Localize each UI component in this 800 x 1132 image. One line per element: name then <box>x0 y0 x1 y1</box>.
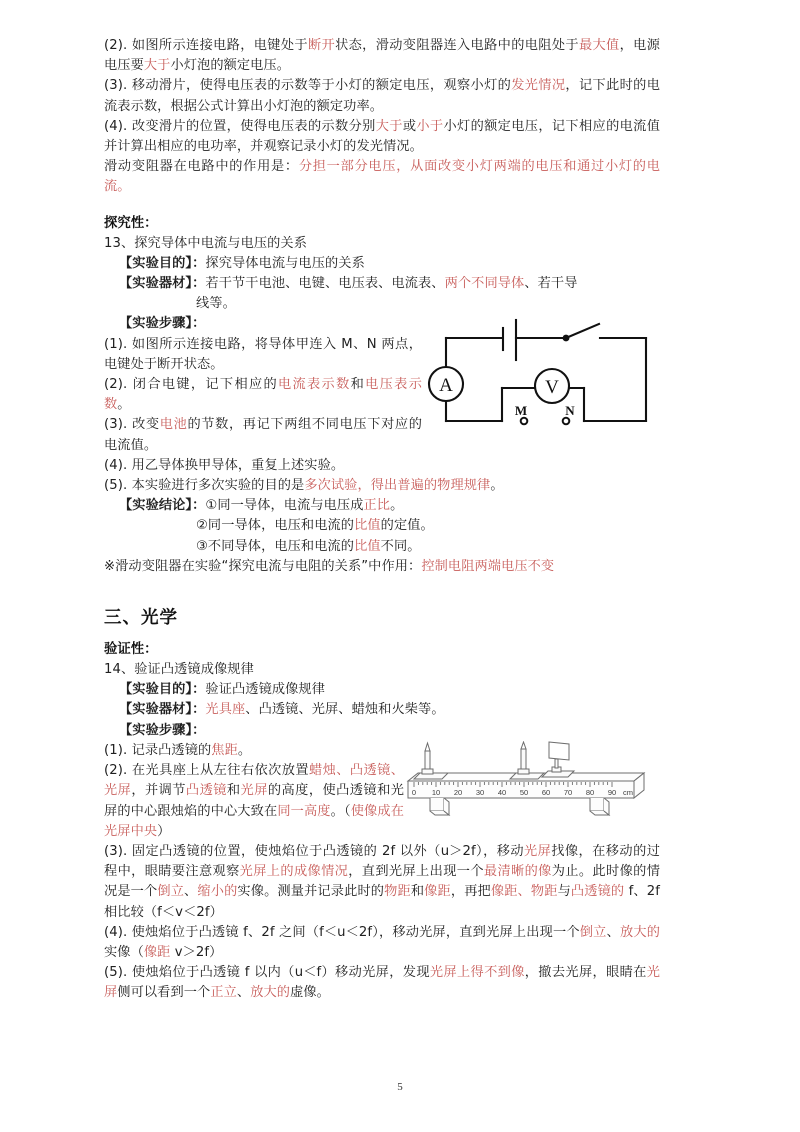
inquiry-step2 <box>104 375 422 415</box>
text-step3-prefix: (3). 移动滑片，使得电压表的示数等于小灯的额定电压，观察小灯的 <box>104 78 512 94</box>
text-o-step2-prefix: (2). 在光具座上从左往右依次放置 <box>104 763 309 779</box>
text-apparatus-red: 两个不同导体 <box>444 276 525 292</box>
text-o-step5-red4: 放大的 <box>250 985 291 1001</box>
text-optics-apparatus-red: 光具座 <box>205 702 246 718</box>
optics-steps-label: 【实验步骤】： <box>119 722 206 738</box>
text-step4-mid1: 或 <box>402 118 417 134</box>
inquiry-step4: (4). 用乙导体换甲导体，重复上述实验。 <box>104 457 345 473</box>
text-o-step3-red5: 缩小的 <box>197 884 238 900</box>
circuit-diagram <box>424 316 662 434</box>
text-o-step3-mid3: 为止。此时像的情况是一个 <box>104 864 660 900</box>
label-optics-purpose: 【实验目的】： <box>119 682 206 698</box>
text-i-step2-mid1: 和 <box>350 377 366 393</box>
spacer <box>104 198 660 211</box>
text-i-step2-tail: 。 <box>117 397 131 413</box>
text-o-step5-red2: 光屏 <box>104 965 660 1001</box>
text-purpose: 探究导体电流与电压的关系 <box>205 255 365 271</box>
text-rheostat-prefix: 滑动变阻器在电路中的作用是： <box>104 159 299 175</box>
light-screen-assembly-icon <box>542 742 574 777</box>
text-step2-red1: 断开 <box>307 38 336 53</box>
text-step2-mid1: 状态，滑动变阻器连入电路中的电阻处于 <box>335 38 579 53</box>
circuit-figure-wrap <box>104 314 660 455</box>
text-c1-tail: 。 <box>390 498 404 514</box>
text-o-step3-mid7: ，再把 <box>450 884 491 900</box>
ruler-tick-10: 10 <box>431 787 441 797</box>
text-step2-red2: 最大值 <box>578 38 620 53</box>
text-optics-apparatus: 、凸透镜、光屏、蜡烛和火柴等。 <box>245 702 445 718</box>
ruler-tick-50: 50 <box>519 787 529 797</box>
text-i-step2-prefix: (2). 闭合电键，记下相应的 <box>104 377 278 393</box>
inquiry-apparatus <box>104 274 660 294</box>
inquiry-apparatus-cont: 线等。 <box>196 296 236 312</box>
text-o-step4-red2: 放大的 <box>619 924 660 940</box>
optics-step5 <box>104 963 660 1003</box>
text-o-step5-prefix: (5). 使烛焰位于凸透镜 f 以内（u＜f）移动光屏，发现 <box>104 965 430 981</box>
optical-bench-diagram <box>402 741 646 819</box>
text-o-step3-mid4: 、 <box>184 884 198 900</box>
text-o-step5-mid4: 虚像。 <box>290 985 330 1001</box>
label-optics-apparatus: 【实验器材】： <box>119 702 206 718</box>
optical-bench-svg <box>402 741 646 819</box>
bench-figure-wrap <box>104 741 660 842</box>
text-o-step3-tail: f、2f 相比较（f＜v＜2f） <box>104 884 665 920</box>
text-o-step3-mid2: ，直到光屏上出现一个 <box>348 864 484 880</box>
ruler-tick-0: 0 <box>411 787 417 797</box>
text-o-step3-prefix: (3). 固定凸透镜的位置，使烛焰位于凸透镜的 2f 以外（u＞2f），移动 <box>104 843 524 859</box>
text-o-step3-mid5: 实像。测量并记录此时的 <box>237 884 385 900</box>
text-c2-prefix: ②同一导体，电压和电流的 <box>196 518 355 534</box>
page-number: 5 <box>397 1081 403 1093</box>
ruler-tick-70: 70 <box>563 787 573 797</box>
terminal-n-icon <box>563 418 570 425</box>
ruler-tick-90: 90 <box>607 787 617 797</box>
text-o-step5-mid1: ，撤去光屏，眼睛在 <box>524 965 647 981</box>
text-o-step5-red3: 正立 <box>210 985 237 1001</box>
text-step2-mid2: ，电源电压要 <box>104 38 660 74</box>
text-step3-tail: ，记下此时的电流表示数，根据公式计算出小灯泡的额定功率。 <box>104 78 660 114</box>
text-o-step3-red2: 光屏上的成像情况 <box>239 864 349 880</box>
text-o-step3-red9: 凸透镜的 <box>570 884 625 900</box>
ruler-tick-60: 60 <box>541 787 551 797</box>
heading-verification: 验证性： <box>104 642 158 658</box>
text-o-step3-mid6: 和 <box>410 884 425 900</box>
text-rheostat-red1: 分担一部分电压，从面改变小灯两端的电压和通过小灯的电流。 <box>104 159 660 195</box>
text-i-step3-prefix: (3). 改变 <box>104 417 160 433</box>
text-c3-prefix: ③不同导体，电压和电流的 <box>196 538 355 554</box>
text-step4-prefix: (4). 改变滑片的位置，使得电压表的示数分别 <box>104 118 376 134</box>
text-c3-red: 比值 <box>354 538 381 554</box>
text-o-step2-red2: 凸透镜 <box>185 783 227 799</box>
text-c1-red: 正比 <box>363 498 391 514</box>
optics-step4 <box>104 923 660 963</box>
text-step4-red1: 大于 <box>375 118 403 134</box>
terminal-m-icon <box>521 418 528 425</box>
text-o-step2-red1: 蜡烛、凸透镜、光屏 <box>104 763 404 799</box>
text-o-step4-red3: 像距 <box>143 944 171 960</box>
heading-inquiry: 探究性： <box>104 215 158 231</box>
section-title-optics: 三、光学 <box>104 608 178 629</box>
inquiry-steps-label: 【实验步骤】： <box>119 316 206 332</box>
text-step2-prefix: (2). 如图所示连接电路，电键处于 <box>104 38 308 53</box>
text-apparatus-a: 若干节干电池、电键、电压表、电流表、 <box>205 276 445 292</box>
text-o-step3-mid1: 找像，在移动的过程中，眼睛要注意观察 <box>104 843 660 880</box>
bench-foot-right <box>590 798 604 811</box>
text-o-step2-tail: ） <box>157 823 171 839</box>
label-apparatus: 【实验器材】： <box>119 276 206 292</box>
text-o-step2-red5: 使像成在光屏中央 <box>104 803 404 839</box>
optics-step1 <box>104 741 404 761</box>
text-o-step2-red4: 同一高度 <box>277 803 331 819</box>
text-o-step3-red3: 最清晰的像 <box>483 864 552 880</box>
node-m-label: M <box>514 403 528 419</box>
text-step4-red2: 小于 <box>416 118 444 134</box>
text-c1-prefix: ①同一导体，电流与电压成 <box>205 498 364 514</box>
optics-item-number: 14、验证凸透镜成像规律 <box>104 662 254 678</box>
text-o-step2-mid3: 的高度，使凸透镜和光屏的中心跟烛焰的中心大致在 <box>104 783 405 819</box>
node-n-label: N <box>565 403 575 419</box>
text-o-step3-red6: 物距 <box>384 884 411 900</box>
switch-pivot-icon <box>563 335 570 342</box>
convex-lens-assembly-icon <box>510 742 544 779</box>
text-i-step3-tail: 的节数，再记下两组不同电压下对应的电流值。 <box>104 417 423 453</box>
optics-purpose <box>104 680 660 700</box>
optics-step2 <box>104 761 404 842</box>
text-c2-red: 比值 <box>354 518 381 534</box>
text-note-red1: 控制电阻两端电压不变 <box>421 558 555 574</box>
circuit-diagram-svg <box>424 316 662 434</box>
paragraph-step3-lamp <box>104 76 660 116</box>
ruler-tick-40: 40 <box>497 787 507 797</box>
text-i-step5-prefix: (5). 本实验进行多次实验的目的是 <box>104 478 305 494</box>
inquiry-step5 <box>104 476 660 496</box>
text-o-step3-red1: 光屏 <box>523 843 552 859</box>
text-i-step3-red1: 电池 <box>159 417 188 433</box>
page-content <box>104 36 665 1004</box>
text-o-step5-red1: 光屏上得不到像 <box>429 965 525 981</box>
text-step3-red1: 发光情况 <box>511 78 566 94</box>
paragraph-rheostat-role <box>104 157 660 197</box>
text-i-step2-red2: 电压表示数 <box>104 377 422 413</box>
inquiry-conclusion-3 <box>104 537 660 557</box>
text-i-step5-tail: 。 <box>490 478 504 494</box>
label-purpose: 【实验目的】： <box>119 255 206 271</box>
text-o-step5-mid3: 、 <box>236 985 251 1001</box>
text-o-step3-red8: 像距、物距 <box>490 884 558 900</box>
inquiry-step3 <box>104 415 422 455</box>
text-i-step5-red1: 多次试验，得出普遍的物理规律 <box>304 478 491 494</box>
optics-step3 <box>104 842 665 923</box>
text-c2-tail: 的定值。 <box>380 518 434 534</box>
inquiry-note <box>104 557 660 577</box>
label-conclusion: 【实验结论】： <box>119 498 206 514</box>
text-o-step1-prefix: (1). 记录凸透镜的 <box>104 742 212 758</box>
candle-assembly-icon <box>414 743 448 779</box>
text-step4-tail: 小灯的额定电压，记下相应的电流值并计算出相应的电功率，并观察记录小灯的发光情况。 <box>104 118 661 155</box>
text-o-step1-red1: 焦距 <box>211 742 238 758</box>
text-step2-tail: 小灯泡的额定电压。 <box>170 58 291 74</box>
text-o-step2-mid2: 和 <box>226 783 241 799</box>
ruler-unit-label: cm <box>623 787 633 797</box>
text-o-step2-red3: 光屏 <box>240 783 268 799</box>
inquiry-step1: (1). 如图所示连接电路，将导体甲连入 M、N 两点，电键处于断开状态。 <box>104 336 422 372</box>
text-apparatus-b: 、若干导 <box>524 276 578 292</box>
text-o-step4-mid2: 实像（ <box>104 944 144 960</box>
ammeter-label: A <box>439 375 453 397</box>
text-i-step2-red1: 电流表示数 <box>278 377 351 393</box>
text-optics-purpose: 验证凸透镜成像规律 <box>205 682 326 698</box>
inquiry-conclusion-2 <box>104 516 660 536</box>
paragraph-step4-lamp <box>104 117 660 157</box>
bench-foot-left <box>430 798 444 811</box>
text-o-step5-mid2: 侧可以看到一个 <box>117 985 211 1001</box>
text-o-step1-tail: 。 <box>237 742 252 758</box>
text-step2-red3: 大于 <box>143 58 171 74</box>
inquiry-purpose <box>104 254 660 274</box>
text-o-step3-red4: 倒立 <box>157 884 185 900</box>
text-o-step4-prefix: (4). 使烛焰位于凸透镜 f、2f 之间（f＜u＜2f），移动光屏，直到光屏上出现一个 <box>104 924 580 940</box>
ruler-tick-20: 20 <box>453 787 463 797</box>
ruler-tick-30: 30 <box>475 787 485 797</box>
text-o-step3-red7: 像距 <box>424 884 451 900</box>
text-note-prefix: ※滑动变阻器在实验“探究电流与电阻的关系”中作用： <box>104 558 422 574</box>
optics-apparatus <box>104 700 660 720</box>
text-o-step4-tail: v＞2f） <box>170 944 223 960</box>
ruler-tick-80: 80 <box>585 787 595 797</box>
text-o-step3-mid8: 与 <box>557 884 571 900</box>
text-o-step4-red1: 倒立 <box>579 924 607 940</box>
voltmeter-label: V <box>545 377 559 399</box>
text-o-step2-mid1: ，并调节 <box>131 783 186 799</box>
inquiry-item-number: 13、探究导体中电流与电压的关系 <box>104 235 308 251</box>
paragraph-step2-lamp <box>104 36 660 76</box>
text-o-step2-mid4: 。（ <box>330 803 351 819</box>
text-c3-tail: 不同。 <box>380 538 421 554</box>
text-o-step4-mid1: 、 <box>606 924 620 940</box>
inquiry-conclusion-1 <box>104 496 660 516</box>
